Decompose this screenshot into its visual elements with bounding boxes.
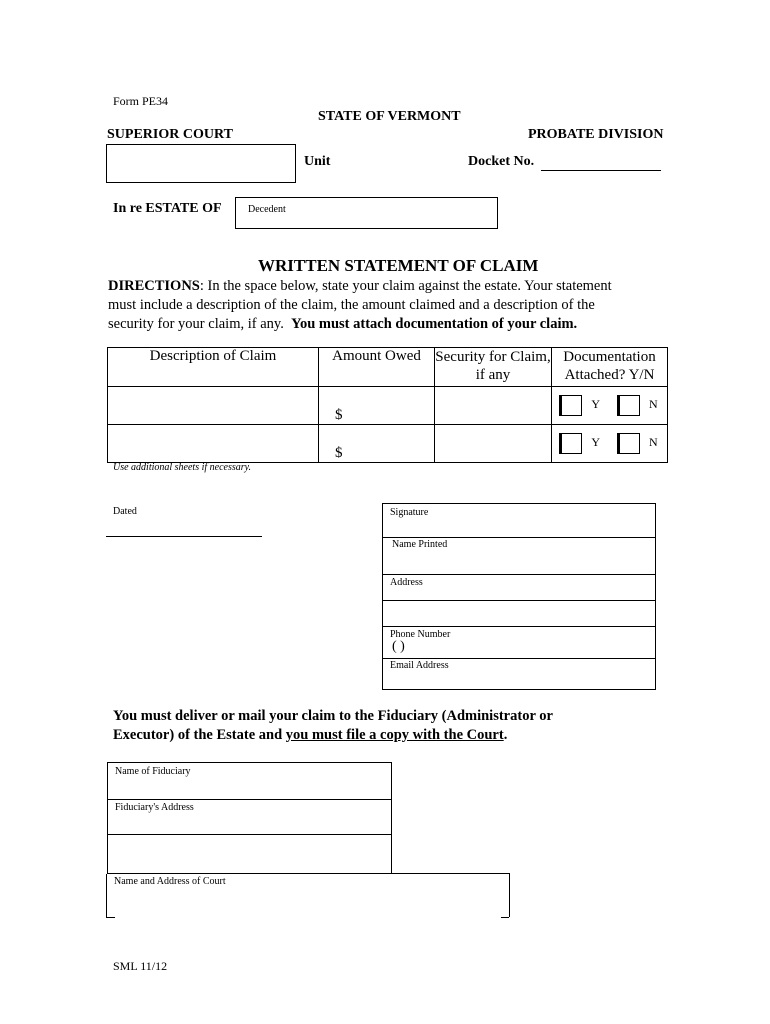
dated-input[interactable]: [106, 536, 262, 537]
decedent-input[interactable]: [235, 197, 498, 229]
header-security: Security for Claim, if any: [435, 348, 552, 387]
fiduciary-name-field[interactable]: Name of Fiduciary: [115, 766, 191, 777]
footer-code: SML 11/12: [113, 959, 168, 973]
no-checkbox[interactable]: [619, 395, 640, 416]
claims-table: [107, 347, 668, 463]
court-address-field[interactable]: [107, 873, 510, 917]
header-amount: Amount Owed: [319, 348, 435, 387]
division-heading: PROBATE DIVISION: [528, 127, 664, 142]
yes-label: Y: [591, 435, 600, 450]
docket-label: Docket No.: [468, 154, 535, 169]
unit-input[interactable]: [106, 144, 296, 183]
description-cell[interactable]: [108, 425, 319, 463]
phone-field[interactable]: Phone Number: [390, 629, 451, 640]
fiduciary-address-field[interactable]: Fiduciary's Address: [115, 802, 194, 813]
unit-label: Unit: [304, 154, 331, 169]
yes-checkbox[interactable]: [561, 395, 582, 416]
estate-label: In re ESTATE OF: [113, 201, 222, 216]
table-row: [108, 387, 668, 425]
court-heading: SUPERIOR COURT: [107, 127, 233, 142]
form-id: Form PE34: [113, 94, 169, 108]
docket-input[interactable]: [541, 170, 661, 171]
header-description: Description of Claim: [108, 348, 319, 387]
dated-label: Dated: [113, 506, 137, 517]
delivery-notice: You must deliver or mail your claim to the Fiduciary (Administrator or Executor) of the Estate and you must file a copy with the Court.: [113, 708, 553, 743]
amount-cell[interactable]: $: [319, 387, 435, 425]
phone-parens: ( ): [392, 639, 405, 654]
no-label: N: [649, 435, 658, 450]
no-checkbox[interactable]: [619, 433, 640, 454]
court-address-label: Name and Address of Court: [114, 876, 226, 887]
security-cell[interactable]: [435, 425, 552, 463]
table-row: [108, 425, 668, 463]
additional-sheets-note: Use additional sheets if necessary.: [113, 462, 252, 473]
fiduciary-block: [107, 762, 392, 874]
amount-cell[interactable]: $: [319, 425, 435, 463]
signature-field[interactable]: Signature: [390, 507, 429, 518]
yes-label: Y: [591, 397, 600, 412]
signature-block: [382, 503, 656, 690]
address-field[interactable]: Address: [390, 577, 423, 588]
name-printed-field[interactable]: Name Printed: [392, 539, 448, 550]
directions: DIRECTIONS: In the space below, state your claim against the estate. Your statement must include a description of the claim, the amount claimed and a description of the security for your claim, if any. You must attach documentation of your claim.: [108, 278, 612, 332]
description-cell[interactable]: [108, 387, 319, 425]
security-cell[interactable]: [435, 387, 552, 425]
no-label: N: [649, 397, 658, 412]
state-heading: STATE OF VERMONT: [318, 109, 461, 124]
header-documentation: Documentation Attached? Y/N: [552, 348, 668, 387]
email-field[interactable]: Email Address: [390, 660, 449, 671]
page-title: WRITTEN STATEMENT OF CLAIM: [258, 256, 539, 275]
yes-checkbox[interactable]: [561, 433, 582, 454]
decedent-label: Decedent: [248, 204, 286, 215]
